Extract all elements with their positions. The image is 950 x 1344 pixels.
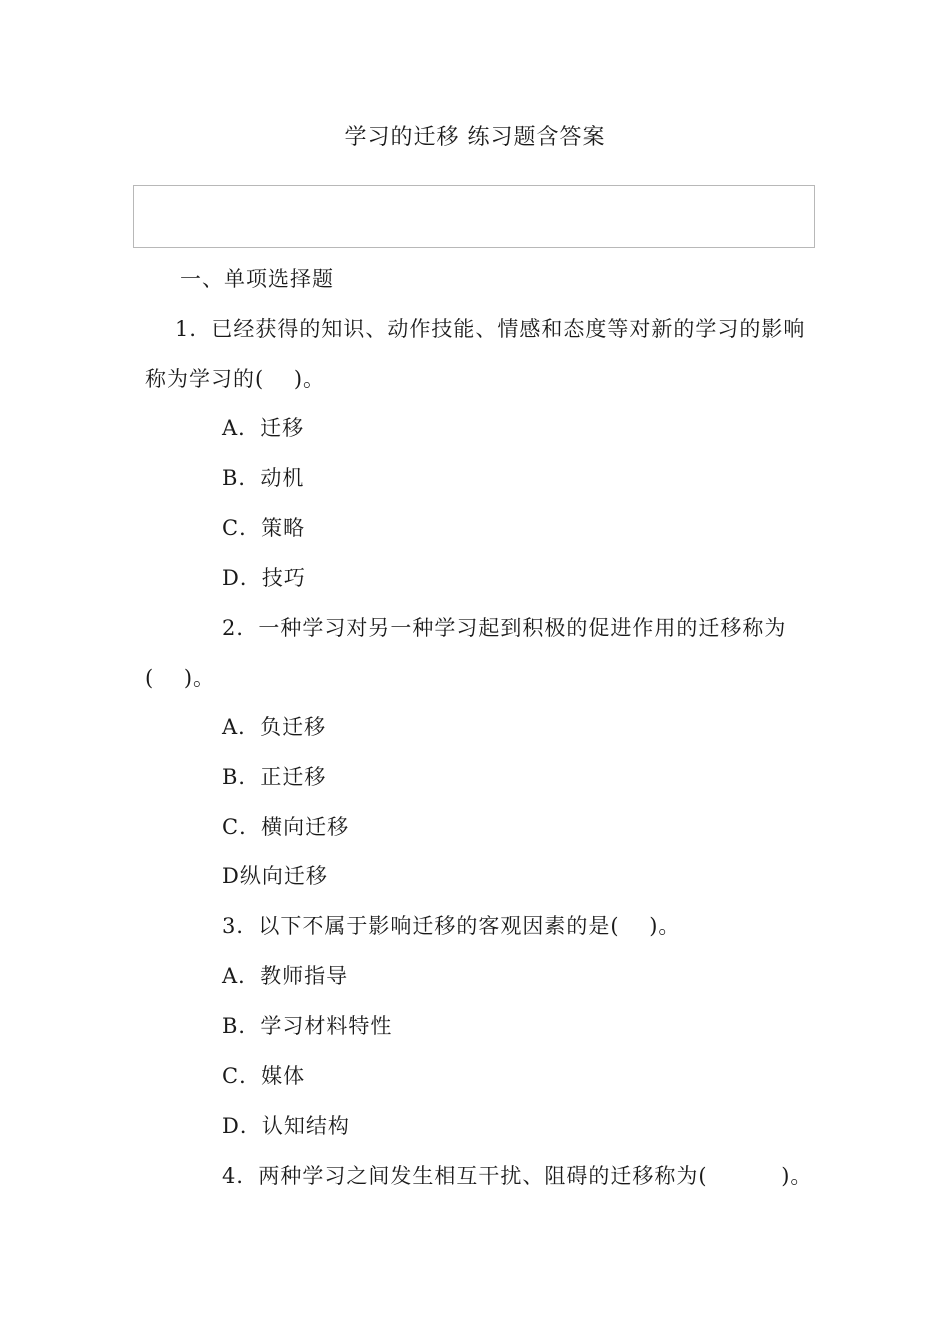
question-1-option-d: D．技巧 — [222, 566, 306, 590]
question-3-option-b: B．学习材料特性 — [222, 1014, 393, 1038]
question-2-stem-line1: 2．一种学习对另一种学习起到积极的促进作用的迁移称为 — [222, 616, 787, 640]
question-1-option-b: B．动机 — [222, 466, 305, 490]
question-3-option-d: D．认知结构 — [222, 1114, 350, 1138]
question-3-option-c: C．媒体 — [222, 1064, 306, 1088]
question-1-option-c: C．策略 — [222, 516, 306, 540]
document-title: 学习的迁移 练习题含答案 — [344, 125, 606, 150]
section-heading: 一、单项选择题 — [180, 267, 334, 291]
question-4-stem: 4．两种学习之间发生相互干扰、阻碍的迁移称为( )。 — [222, 1164, 813, 1188]
question-2-option-b: B．正迁移 — [222, 765, 327, 789]
question-2-option-c: C．横向迁移 — [222, 815, 350, 839]
question-2-option-d: D纵向迁移 — [222, 864, 328, 888]
question-2-stem-line2: ( )。 — [145, 666, 216, 690]
question-3-option-a: A．教师指导 — [222, 964, 349, 988]
question-1-option-a: A．迁移 — [222, 416, 305, 440]
question-1-stem-line1: 1．已经获得的知识、动作技能、情感和态度等对新的学习的影响 — [175, 317, 806, 341]
question-2-option-a: A．负迁移 — [222, 715, 327, 739]
question-1-stem-line2: 称为学习的( )。 — [145, 367, 326, 391]
empty-answer-box — [133, 185, 815, 248]
question-3-stem: 3．以下不属于影响迁移的客观因素的是( )。 — [222, 914, 681, 938]
